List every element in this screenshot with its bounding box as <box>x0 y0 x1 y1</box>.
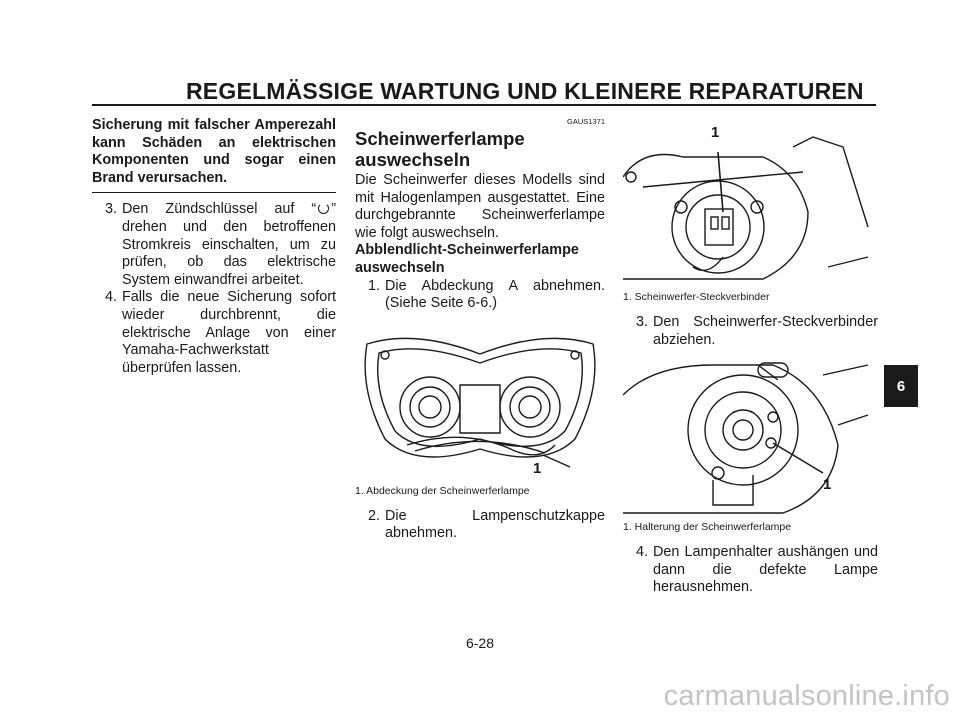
step-4-remove-bulb <box>623 544 878 597</box>
step-2-remove-cap <box>355 508 605 543</box>
section-code: GAUS1371 <box>567 117 605 126</box>
figure-bulb-holder <box>623 355 878 515</box>
watermark-text: carmanualsonline.info <box>663 680 950 712</box>
step-number: 4. <box>104 289 117 306</box>
figure-connector <box>623 117 878 285</box>
figure-caption: 1. Abdeckung der Scheinwerferlampe <box>355 484 530 497</box>
step-text: Den Scheinwerfer-Steckverbinder abziehen. <box>653 314 878 348</box>
step-number: 3. <box>635 314 648 330</box>
step-3-disconnect <box>623 314 878 349</box>
step-text: Die Lampenschutzkappe abnehmen. <box>385 507 605 542</box>
step-text-part: Den Zündschlüssel auf “ <box>122 201 317 218</box>
connector-illustration <box>623 117 873 285</box>
bulb-holder-illustration <box>623 355 873 515</box>
chapter-tab: 6 <box>884 365 918 407</box>
step-text-part: ” drehen und den betroffenen Stromkreis einschalten, um zu prüfen, ob das elektrische System einwandfrei arbeitet. <box>122 201 336 288</box>
column-middle <box>355 117 605 543</box>
step-text <box>122 201 336 289</box>
header-rule <box>92 104 876 106</box>
step-number: 3. <box>104 201 117 218</box>
page-header-title: REGELMÄSSIGE WARTUNG UND KLEINERE REPARATUREN <box>186 78 864 104</box>
figure-caption: 1. Halterung der Scheinwerferlampe <box>623 521 792 534</box>
page-number: 6-28 <box>465 635 495 651</box>
step-text: Den Lampenhalter aushängen und dann die defekte Lampe herausnehmen. <box>653 544 878 596</box>
step-number: 2. <box>367 507 380 524</box>
warning-divider <box>92 192 336 193</box>
figure-caption: 1. Scheinwerfer-Steckverbinder <box>623 291 770 303</box>
step-1-remove-cover <box>355 278 605 313</box>
section-intro: Die Scheinwerfer dieses Modells sind mit Halogenlampen ausgestattet. Eine durchgebrannte Scheinwerferlampe wie folgt auswechseln. <box>355 172 605 241</box>
step-text: Falls die neue Sicherung sofort wieder durchbrennt, die elektrische Anlage von einer Yamaha-Fachwerkstatt überprüfen lassen. <box>122 289 336 376</box>
subheading: Abblendlicht-Scheinwerferlampe auswechseln <box>355 242 579 276</box>
column-left <box>92 117 336 377</box>
step-number: 1. <box>367 277 380 294</box>
step-3-ignition <box>92 201 336 289</box>
figure-callout: 1 <box>711 124 720 141</box>
step-4-fuse-check <box>92 289 336 377</box>
figure-headlight-unit <box>355 319 605 479</box>
figure-callout: 1 <box>533 459 542 477</box>
column-right <box>623 117 878 597</box>
ignition-on-icon <box>318 203 329 214</box>
figure-callout: 1 <box>823 476 832 494</box>
step-number: 4. <box>635 544 648 561</box>
headlight-unit-illustration <box>355 319 605 479</box>
warning-text: Sicherung mit falscher Amperezahl kann Schäden an elektrischen Komponenten und sogar einen Brand verursachen. <box>92 117 336 186</box>
step-text: Die Abdeckung A abnehmen. (Siehe Seite 6-6.) <box>385 277 605 312</box>
section-title: Scheinwerferlampe auswechseln <box>355 128 525 170</box>
